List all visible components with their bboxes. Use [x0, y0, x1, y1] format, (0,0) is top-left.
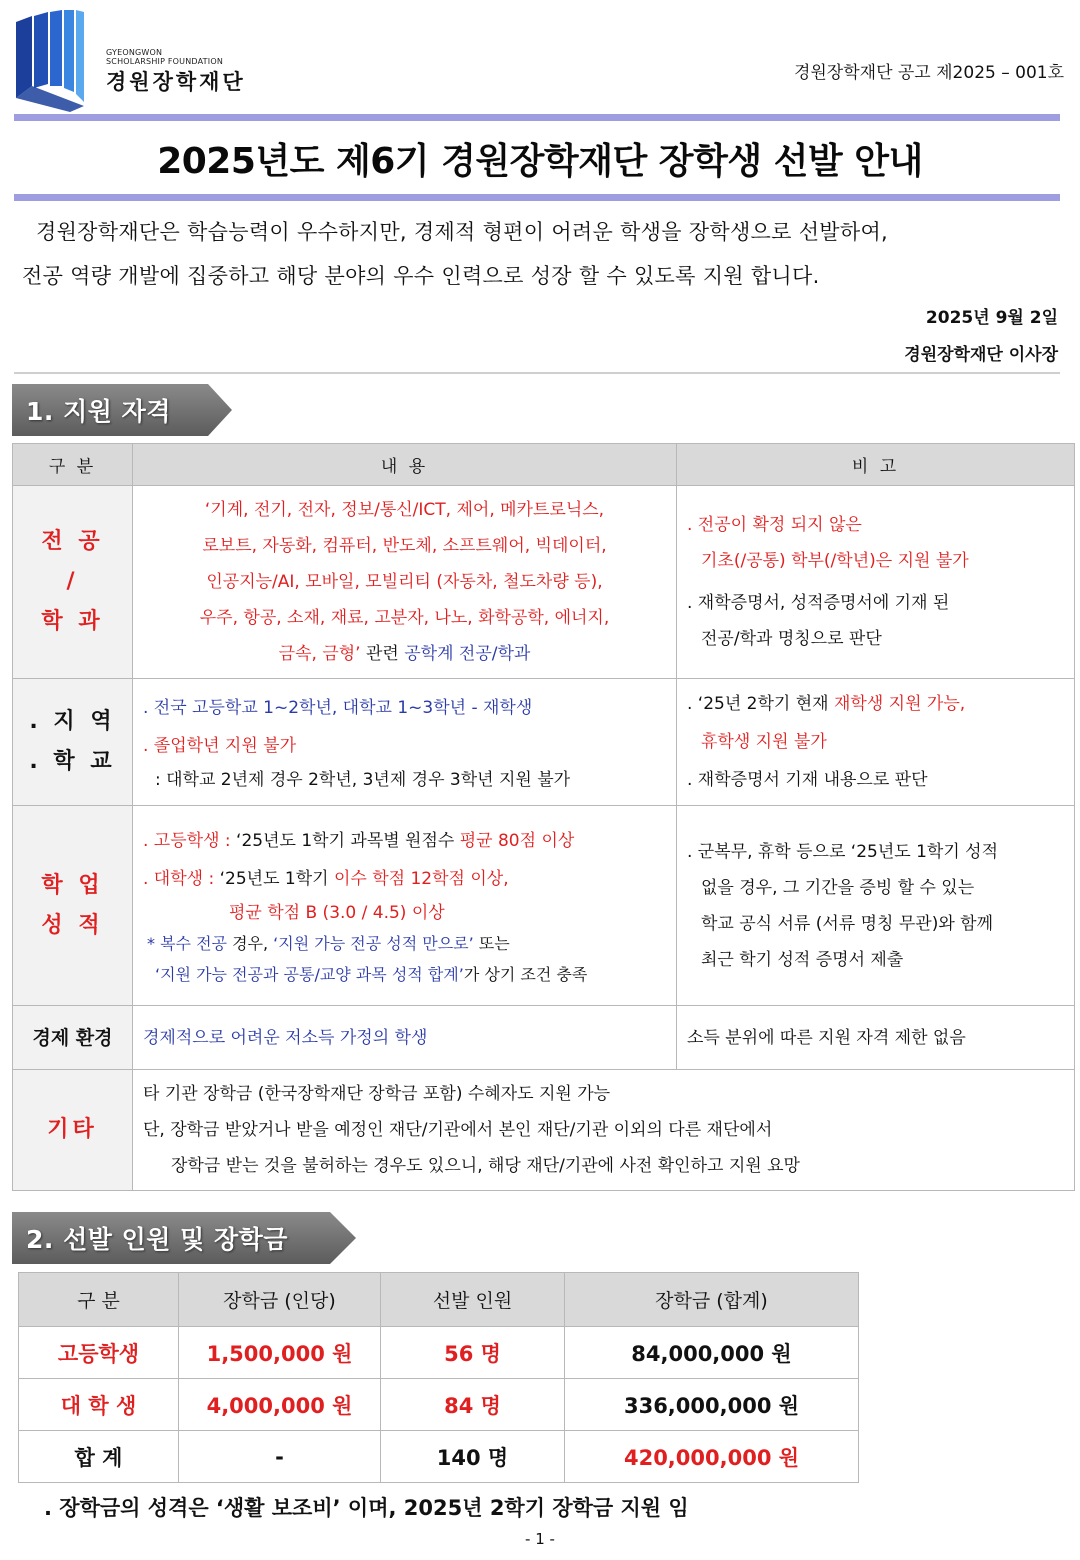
signer: 경원장학재단 이사장 — [904, 345, 1058, 365]
logo-english-name: GYEONGWON SCHOLARSHIP FOUNDATION — [106, 48, 224, 66]
announcement-date: 2025년 9월 2일 — [925, 308, 1058, 328]
row-label: 합 계 — [19, 1431, 179, 1483]
row-count: 56 명 — [381, 1327, 565, 1379]
table-row-economy — [13, 1006, 1075, 1070]
table-header-row — [19, 1273, 859, 1327]
row-total: 420,000,000 원 — [565, 1431, 859, 1483]
region-note: . ‘25년 2학기 현재 재학생 지원 가능, 휴학생 지원 불가 . 재학증명서 기재 내용으로 판단 — [677, 679, 1075, 806]
category-grades: 학 업 성 적 — [13, 806, 133, 1006]
header-per-person: 장학금 (인당) — [179, 1273, 381, 1327]
top-divider — [14, 114, 1060, 121]
page-number: - 1 - — [525, 1530, 555, 1548]
category-major: 전 공 / 학 과 — [13, 486, 133, 679]
header-category: 구 분 — [19, 1273, 179, 1327]
row-per-person: - — [179, 1431, 381, 1483]
table-row-grades — [13, 806, 1075, 1006]
economy-note: 소득 분위에 따른 지원 자격 제한 없음 — [677, 1006, 1075, 1070]
logo-korean-name: 경원장학재단 — [106, 70, 246, 94]
header-thin-divider — [14, 372, 1060, 374]
header-count: 선발 인원 — [381, 1273, 565, 1327]
row-label: 대 학 생 — [19, 1379, 179, 1431]
header-note: 비 고 — [677, 444, 1075, 486]
section2-title: 2. 선발 인원 및 장학금 — [26, 1225, 288, 1254]
etc-content: 타 기관 장학금 (한국장학재단 장학금 포함) 수혜자도 지원 가능 단, 장학금 받았거나 받을 예정인 재단/기관에서 본인 재단/기관 이외의 다른 재단에서 장학금 받는 것을 불허하는 경우도 있으니, 해당 재단/기관에 사전 확인하고 지원 요망 — [133, 1070, 1075, 1191]
eligibility-table — [12, 443, 1075, 1191]
page-title: 2025년도 제6기 경원장학재단 장학생 선발 안내 — [157, 141, 923, 182]
economy-content: 경제적으로 어려운 저소득 가정의 학생 — [133, 1006, 677, 1070]
major-note: . 전공이 확정 되지 않은 기초(/공통) 학부(/학년)은 지원 불가 . 재학증명서, 성적증명서에 기재 된 전공/학과 명칭으로 판단 — [677, 486, 1075, 679]
table-row-region — [13, 679, 1075, 806]
region-content: . 전국 고등학교 1~2학년, 대학교 1~3학년 - 재학생 . 졸업학년 지원 불가 : 대학교 2년제 경우 2학년, 3년제 경우 3학년 지원 불가 — [133, 679, 677, 806]
scholarship-footnote: . 장학금의 성격은 ‘생활 보조비’ 이며, 2025년 2학기 장학금 지원 임 — [44, 1496, 689, 1520]
row-label: 고등학생 — [19, 1327, 179, 1379]
title-divider — [14, 194, 1060, 201]
table-header-row — [13, 444, 1075, 486]
scholarship-table — [18, 1272, 859, 1483]
book-logo-icon — [10, 8, 100, 112]
header-total: 장학금 (합계) — [565, 1273, 859, 1327]
table-row-major — [13, 486, 1075, 679]
row-total: 84,000,000 원 — [565, 1327, 859, 1379]
table-row — [19, 1379, 859, 1431]
table-row-etc — [13, 1070, 1075, 1191]
row-total: 336,000,000 원 — [565, 1379, 859, 1431]
category-economy: 경제 환경 — [13, 1006, 133, 1070]
major-content: ‘기계, 전기, 전자, 정보/통신/ICT, 제어, 메카트로닉스, 로보트, 자동화, 컴퓨터, 반도체, 소프트웨어, 빅데이터, 인공지능/AI, 모바일, 모빌리티 (자동차, 철도차량 등), 우주, 항공, 소재, 재료, 고분자, 나노, 화학공학, 에너지, 금속, 금형’ 관련 공학계 전공/학과 — [133, 486, 677, 679]
foundation-logo — [10, 8, 250, 112]
intro-line-1: 경원장학재단은 학습능력이 우수하지만, 경제적 형편이 어려운 학생을 장학생으로 선발하여, — [36, 220, 889, 244]
header-category: 구 분 — [13, 444, 133, 486]
header-content: 내 용 — [133, 444, 677, 486]
intro-line-2: 전공 역량 개발에 집중하고 해당 분야의 우수 인력으로 성장 할 수 있도록 지원 합니다. — [22, 264, 820, 288]
category-etc: 기타 — [13, 1070, 133, 1191]
row-count: 84 명 — [381, 1379, 565, 1431]
row-count: 140 명 — [381, 1431, 565, 1483]
category-region: . 지 역 . 학 교 — [13, 679, 133, 806]
notice-number: 경원장학재단 공고 제2025 – 001호 — [793, 63, 1064, 83]
section2-banner — [12, 1212, 358, 1264]
section1-banner — [12, 384, 234, 436]
grades-note: . 군복무, 휴학 등으로 ‘25년도 1학기 성적 없을 경우, 그 기간을 증빙 할 수 있는 학교 공식 서류 (서류 명칭 무관)와 함께 최근 학기 성적 증명서 제출 — [677, 806, 1075, 1006]
grades-content: . 고등학생 : ‘25년도 1학기 과목별 원점수 평균 80점 이상 . 대학생 : ‘25년도 1학기 이수 학점 12학점 이상, 평균 학점 B (3.0 / 4.5) 이상 * 복수 전공 경우, ‘지원 가능 전공 성적 만으로’ 또는 ‘지원 가능 전공과 공통/교양 과목 성적 합계’가 상기 조건 충족 — [133, 806, 677, 1006]
row-per-person: 4,000,000 원 — [179, 1379, 381, 1431]
section1-title: 1. 지원 자격 — [26, 397, 171, 426]
row-per-person: 1,500,000 원 — [179, 1327, 381, 1379]
table-row-total — [19, 1431, 859, 1483]
table-row — [19, 1327, 859, 1379]
